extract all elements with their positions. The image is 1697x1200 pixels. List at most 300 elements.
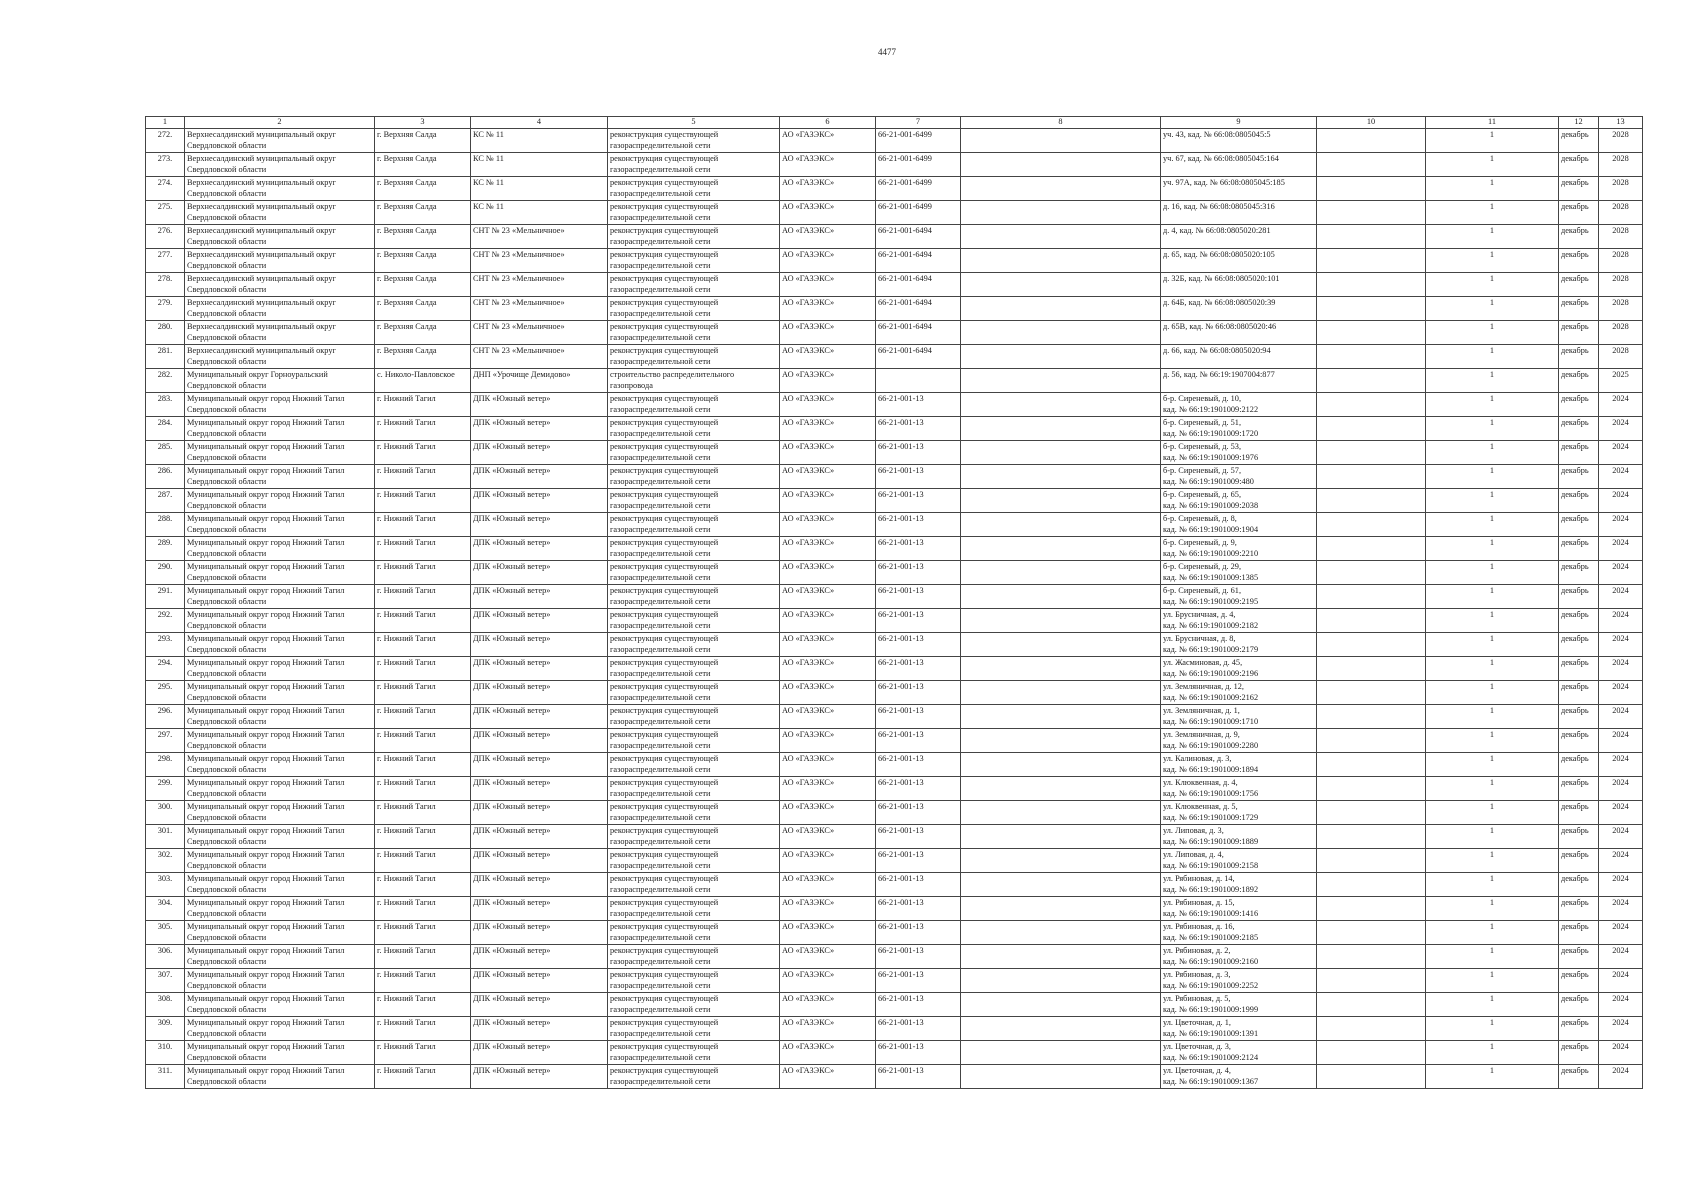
cell-line: газораспределительной сети — [610, 741, 711, 751]
cell-line: ул. Рябиновая, д. 2, — [1163, 946, 1231, 955]
cell-column-10 — [1317, 825, 1426, 849]
col-header: 10 — [1317, 117, 1426, 129]
cell-quantity: 1 — [1426, 1041, 1559, 1065]
cell-address-cadastral — [1161, 177, 1317, 201]
cell-address-cadastral — [1161, 777, 1317, 801]
cell-column-8 — [961, 993, 1161, 1017]
cell-locality: г. Нижний Тагил — [375, 969, 471, 993]
cell-month: декабрь — [1559, 777, 1599, 801]
cell-line: Муниципальный округ город Нижний Тагил — [187, 1066, 345, 1075]
cell-row-number: 272. — [146, 129, 185, 153]
cell-column-8 — [961, 729, 1161, 753]
cell-address-cadastral — [1161, 921, 1317, 945]
cell-line: Муниципальный округ город Нижний Тагил — [187, 730, 345, 739]
cell-locality: г. Нижний Тагил — [375, 993, 471, 1017]
cell-column-8 — [961, 705, 1161, 729]
cell-municipality — [185, 777, 375, 801]
cell-line: реконструкция существующей — [610, 802, 719, 811]
col-header: 12 — [1559, 117, 1599, 129]
table-row — [146, 609, 1643, 633]
cell-line: б-р. Сиреневый, д. 10, — [1163, 394, 1242, 403]
cell-line: газораспределительной сети — [610, 429, 711, 439]
cell-row-number: 289. — [146, 537, 185, 561]
cell-line: реконструкция существующей — [610, 730, 719, 739]
cell-line: кад. № 66:19:1901009:2122 — [1163, 405, 1259, 415]
cell-network-code: 66-21-001-13 — [876, 897, 961, 921]
cell-municipality — [185, 417, 375, 441]
cell-line: кад. № 66:19:1901009:1894 — [1163, 765, 1259, 775]
cell-work-type — [608, 681, 780, 705]
cell-line: Свердловской области — [187, 885, 267, 895]
cell-column-10 — [1317, 753, 1426, 777]
cell-column-10 — [1317, 729, 1426, 753]
table-row — [146, 657, 1643, 681]
cell-line: реконструкция существующей — [610, 346, 719, 355]
cell-month: декабрь — [1559, 825, 1599, 849]
table-row — [146, 249, 1643, 273]
cell-year: 2028 — [1599, 321, 1643, 345]
cell-quantity: 1 — [1426, 1017, 1559, 1041]
cell-line: кад. № 66:19:1901009:2124 — [1163, 1053, 1259, 1063]
cell-line: газораспределительной сети — [610, 861, 711, 871]
cell-network-code: 66-21-001-13 — [876, 681, 961, 705]
cell-line: Свердловской области — [187, 525, 267, 535]
cell-month: декабрь — [1559, 657, 1599, 681]
cell-line: строительство распределительного — [610, 370, 735, 379]
cell-line: газораспределительной сети — [610, 165, 711, 175]
cell-network-code: 66-21-001-13 — [876, 801, 961, 825]
cell-line: Верхнесалдинский муниципальный округ — [187, 322, 336, 331]
cell-line: Свердловской области — [187, 501, 267, 511]
cell-line: ул. Цветочная, д. 4, — [1163, 1066, 1231, 1075]
cell-year: 2024 — [1599, 489, 1643, 513]
cell-object-name: СНТ № 23 «Мельничное» — [471, 249, 608, 273]
cell-municipality — [185, 1065, 375, 1089]
cell-object-name: ДПК «Южный ветер» — [471, 969, 608, 993]
cell-object-name: КС № 11 — [471, 201, 608, 225]
cell-organization: АО «ГАЗЭКС» — [780, 153, 876, 177]
cell-month: декабрь — [1559, 153, 1599, 177]
cell-row-number: 281. — [146, 345, 185, 369]
table-row — [146, 561, 1643, 585]
cell-object-name: ДПК «Южный ветер» — [471, 681, 608, 705]
cell-year: 2024 — [1599, 513, 1643, 537]
cell-work-type — [608, 345, 780, 369]
cell-line: Муниципальный округ город Нижний Тагил — [187, 994, 345, 1003]
cell-column-10 — [1317, 489, 1426, 513]
cell-line: Свердловской области — [187, 597, 267, 607]
cell-locality: г. Верхняя Салда — [375, 153, 471, 177]
cell-line: Свердловской области — [187, 1077, 267, 1087]
cell-row-number: 279. — [146, 297, 185, 321]
cell-work-type — [608, 921, 780, 945]
cell-address-cadastral — [1161, 321, 1317, 345]
cell-network-code: 66-21-001-13 — [876, 705, 961, 729]
cell-line: газораспределительной сети — [610, 261, 711, 271]
cell-line: ул. Цветочная, д. 1, — [1163, 1018, 1231, 1027]
cell-row-number: 283. — [146, 393, 185, 417]
cell-column-10 — [1317, 417, 1426, 441]
cell-quantity: 1 — [1426, 993, 1559, 1017]
table-row — [146, 273, 1643, 297]
cell-line: Свердловской области — [187, 837, 267, 847]
cell-locality: г. Нижний Тагил — [375, 585, 471, 609]
cell-line: Свердловской области — [187, 357, 267, 367]
cell-work-type — [608, 1017, 780, 1041]
cell-municipality — [185, 537, 375, 561]
cell-line: Свердловской области — [187, 261, 267, 271]
cell-work-type — [608, 657, 780, 681]
cell-object-name: СНТ № 23 «Мельничное» — [471, 321, 608, 345]
cell-object-name: ДПК «Южный ветер» — [471, 393, 608, 417]
cell-line: кад. № 66:19:1901009:2195 — [1163, 597, 1259, 607]
cell-locality: г. Нижний Тагил — [375, 657, 471, 681]
cell-locality: г. Нижний Тагил — [375, 561, 471, 585]
cell-line: кад. № 66:19:1901009:2280 — [1163, 741, 1259, 751]
cell-work-type — [608, 1065, 780, 1089]
cell-object-name: ДПК «Южный ветер» — [471, 849, 608, 873]
cell-line: Свердловской области — [187, 1029, 267, 1039]
cell-line: газораспределительной сети — [610, 933, 711, 943]
cell-column-8 — [961, 681, 1161, 705]
cell-line: газораспределительной сети — [610, 285, 711, 295]
cell-object-name: ДПК «Южный ветер» — [471, 465, 608, 489]
col-header: 11 — [1426, 117, 1559, 129]
cell-line: Муниципальный округ город Нижний Тагил — [187, 610, 345, 619]
cell-line: ул. Калиновая, д. 3, — [1163, 754, 1232, 763]
table-row — [146, 297, 1643, 321]
cell-year: 2024 — [1599, 945, 1643, 969]
cell-quantity: 1 — [1426, 969, 1559, 993]
cell-organization: АО «ГАЗЭКС» — [780, 657, 876, 681]
cell-organization: АО «ГАЗЭКС» — [780, 1041, 876, 1065]
cell-row-number: 304. — [146, 897, 185, 921]
cell-quantity: 1 — [1426, 153, 1559, 177]
cell-line: Свердловской области — [187, 717, 267, 727]
cell-locality: г. Нижний Тагил — [375, 609, 471, 633]
cell-locality: г. Нижний Тагил — [375, 705, 471, 729]
cell-address-cadastral — [1161, 969, 1317, 993]
cell-quantity: 1 — [1426, 1065, 1559, 1089]
cell-column-8 — [961, 777, 1161, 801]
cell-year: 2024 — [1599, 777, 1643, 801]
cell-quantity: 1 — [1426, 201, 1559, 225]
col-header: 6 — [780, 117, 876, 129]
cell-line: кад. № 66:19:1901009:2185 — [1163, 933, 1259, 943]
cell-object-name: ДПК «Южный ветер» — [471, 633, 608, 657]
cell-column-8 — [961, 849, 1161, 873]
cell-line: ул. Клюквенная, д. 5, — [1163, 802, 1238, 811]
table-row — [146, 1041, 1643, 1065]
cell-line: газораспределительной сети — [610, 1077, 711, 1087]
cell-network-code: 66-21-001-13 — [876, 969, 961, 993]
cell-column-8 — [961, 825, 1161, 849]
cell-month: декабрь — [1559, 705, 1599, 729]
cell-line: газораспределительной сети — [610, 621, 711, 631]
cell-column-10 — [1317, 345, 1426, 369]
cell-organization: АО «ГАЗЭКС» — [780, 537, 876, 561]
cell-line: Муниципальный округ город Нижний Тагил — [187, 514, 345, 523]
cell-municipality — [185, 585, 375, 609]
cell-line: кад. № 66:19:1901009:1710 — [1163, 717, 1259, 727]
cell-line: реконструкция существующей — [610, 946, 719, 955]
cell-work-type — [608, 465, 780, 489]
cell-address-cadastral — [1161, 609, 1317, 633]
cell-row-number: 274. — [146, 177, 185, 201]
cell-municipality — [185, 321, 375, 345]
cell-work-type — [608, 489, 780, 513]
cell-network-code: 66-21-001-13 — [876, 537, 961, 561]
cell-line: газораспределительной сети — [610, 357, 711, 367]
cell-line: реконструкция существующей — [610, 922, 719, 931]
cell-network-code: 66-21-001-13 — [876, 1017, 961, 1041]
cell-quantity: 1 — [1426, 393, 1559, 417]
cell-year: 2024 — [1599, 1041, 1643, 1065]
cell-organization: АО «ГАЗЭКС» — [780, 489, 876, 513]
cell-organization: АО «ГАЗЭКС» — [780, 273, 876, 297]
cell-organization: АО «ГАЗЭКС» — [780, 849, 876, 873]
cell-municipality — [185, 897, 375, 921]
cell-quantity: 1 — [1426, 585, 1559, 609]
cell-row-number: 280. — [146, 321, 185, 345]
cell-row-number: 308. — [146, 993, 185, 1017]
cell-address-cadastral — [1161, 297, 1317, 321]
cell-address-cadastral — [1161, 897, 1317, 921]
cell-quantity: 1 — [1426, 777, 1559, 801]
cell-network-code: 66-21-001-13 — [876, 489, 961, 513]
cell-row-number: 284. — [146, 417, 185, 441]
cell-row-number: 288. — [146, 513, 185, 537]
cell-year: 2024 — [1599, 921, 1643, 945]
cell-work-type — [608, 969, 780, 993]
cell-work-type — [608, 729, 780, 753]
cell-column-8 — [961, 1065, 1161, 1089]
cell-line: кад. № 66:19:1901009:1976 — [1163, 453, 1259, 463]
cell-month: декабрь — [1559, 177, 1599, 201]
cell-locality: г. Верхняя Салда — [375, 177, 471, 201]
cell-object-name: ДПК «Южный ветер» — [471, 657, 608, 681]
table-row — [146, 681, 1643, 705]
cell-line: Муниципальный округ город Нижний Тагил — [187, 490, 345, 499]
cell-address-cadastral — [1161, 369, 1317, 393]
cell-column-8 — [961, 945, 1161, 969]
cell-quantity: 1 — [1426, 681, 1559, 705]
cell-line: Свердловской области — [187, 189, 267, 199]
cell-line: газораспределительной сети — [610, 813, 711, 823]
cell-municipality — [185, 993, 375, 1017]
cell-line: реконструкция существующей — [610, 250, 719, 259]
cell-column-10 — [1317, 129, 1426, 153]
cell-quantity: 1 — [1426, 345, 1559, 369]
cell-row-number: 296. — [146, 705, 185, 729]
cell-locality: г. Нижний Тагил — [375, 393, 471, 417]
cell-column-8 — [961, 273, 1161, 297]
cell-column-8 — [961, 249, 1161, 273]
cell-quantity: 1 — [1426, 633, 1559, 657]
cell-municipality — [185, 729, 375, 753]
cell-work-type — [608, 441, 780, 465]
cell-work-type — [608, 129, 780, 153]
cell-month: декабрь — [1559, 201, 1599, 225]
cell-work-type — [608, 897, 780, 921]
cell-column-10 — [1317, 441, 1426, 465]
cell-year: 2024 — [1599, 993, 1643, 1017]
table-row — [146, 825, 1643, 849]
cell-line: ул. Липовая, д. 4, — [1163, 850, 1224, 859]
cell-object-name: ДПК «Южный ветер» — [471, 777, 608, 801]
cell-line: газораспределительной сети — [610, 141, 711, 151]
cell-address-cadastral — [1161, 873, 1317, 897]
cell-work-type — [608, 513, 780, 537]
cell-line: газораспределительной сети — [610, 669, 711, 679]
cell-column-8 — [961, 465, 1161, 489]
cell-line: ул. Липовая, д. 3, — [1163, 826, 1224, 835]
cell-line: газораспределительной сети — [610, 909, 711, 919]
cell-line: реконструкция существующей — [610, 178, 719, 187]
cell-quantity: 1 — [1426, 225, 1559, 249]
cell-line: реконструкция существующей — [610, 322, 719, 331]
cell-column-10 — [1317, 177, 1426, 201]
cell-object-name: ДНП «Урочище Демидово» — [471, 369, 608, 393]
cell-year: 2028 — [1599, 129, 1643, 153]
cell-column-10 — [1317, 801, 1426, 825]
cell-month: декабрь — [1559, 873, 1599, 897]
cell-object-name: ДПК «Южный ветер» — [471, 729, 608, 753]
cell-line: Свердловской области — [187, 645, 267, 655]
cell-network-code: 66-21-001-6499 — [876, 201, 961, 225]
cell-line: д. 32Б, кад. № 66:08:0805020:101 — [1163, 274, 1280, 283]
cell-line: газораспределительной сети — [610, 645, 711, 655]
cell-column-10 — [1317, 153, 1426, 177]
cell-network-code: 66-21-001-13 — [876, 921, 961, 945]
cell-line: реконструкция существующей — [610, 466, 719, 475]
cell-network-code: 66-21-001-13 — [876, 873, 961, 897]
cell-line: Свердловской области — [187, 621, 267, 631]
cell-address-cadastral — [1161, 801, 1317, 825]
cell-line: кад. № 66:19:1901009:2182 — [1163, 621, 1259, 631]
cell-month: декабрь — [1559, 321, 1599, 345]
cell-municipality — [185, 681, 375, 705]
cell-line: реконструкция существующей — [610, 202, 719, 211]
cell-line: д. 65В, кад. № 66:08:0805020:46 — [1163, 322, 1277, 331]
cell-month: декабрь — [1559, 921, 1599, 945]
cell-network-code: 66-21-001-6494 — [876, 345, 961, 369]
cell-line: ул. Земляничная, д. 9, — [1163, 730, 1240, 739]
cell-municipality — [185, 753, 375, 777]
cell-organization: АО «ГАЗЭКС» — [780, 921, 876, 945]
cell-work-type — [608, 417, 780, 441]
cell-column-8 — [961, 297, 1161, 321]
cell-month: декабрь — [1559, 129, 1599, 153]
cell-column-10 — [1317, 945, 1426, 969]
cell-line: газораспределительной сети — [610, 981, 711, 991]
cell-column-10 — [1317, 873, 1426, 897]
cell-address-cadastral — [1161, 129, 1317, 153]
cell-line: Верхнесалдинский муниципальный округ — [187, 226, 336, 235]
table-row — [146, 129, 1643, 153]
cell-column-10 — [1317, 681, 1426, 705]
cell-line: Муниципальный округ город Нижний Тагил — [187, 466, 345, 475]
cell-municipality — [185, 849, 375, 873]
table-row — [146, 201, 1643, 225]
cell-line: Свердловской области — [187, 573, 267, 583]
cell-line: д. 16, кад. № 66:08:0805045:316 — [1163, 202, 1275, 211]
cell-line: Муниципальный округ город Нижний Тагил — [187, 778, 345, 787]
cell-line: кад. № 66:19:1901009:1999 — [1163, 1005, 1259, 1015]
cell-object-name: КС № 11 — [471, 129, 608, 153]
cell-line: Свердловской области — [187, 813, 267, 823]
cell-quantity: 1 — [1426, 825, 1559, 849]
cell-line: Муниципальный округ Горноуральский — [187, 370, 328, 379]
cell-line: б-р. Сиреневый, д. 53, — [1163, 442, 1242, 451]
cell-address-cadastral — [1161, 1017, 1317, 1041]
cell-line: Свердловской области — [187, 909, 267, 919]
cell-address-cadastral — [1161, 945, 1317, 969]
cell-year: 2024 — [1599, 657, 1643, 681]
table-row — [146, 801, 1643, 825]
cell-line: газораспределительной сети — [610, 717, 711, 727]
table-row — [146, 537, 1643, 561]
cell-object-name: СНТ № 23 «Мельничное» — [471, 273, 608, 297]
cell-row-number: 306. — [146, 945, 185, 969]
cell-network-code: 66-21-001-13 — [876, 393, 961, 417]
cell-quantity: 1 — [1426, 513, 1559, 537]
cell-line: реконструкция существующей — [610, 970, 719, 979]
cell-row-number: 302. — [146, 849, 185, 873]
cell-line: реконструкция существующей — [610, 610, 719, 619]
cell-line: кад. № 66:19:1901009:2179 — [1163, 645, 1259, 655]
cell-year: 2024 — [1599, 705, 1643, 729]
cell-line: Муниципальный округ город Нижний Тагил — [187, 586, 345, 595]
cell-month: декабрь — [1559, 561, 1599, 585]
cell-object-name: ДПК «Южный ветер» — [471, 537, 608, 561]
cell-line: реконструкция существующей — [610, 226, 719, 235]
cell-month: декабрь — [1559, 1065, 1599, 1089]
cell-municipality — [185, 609, 375, 633]
cell-object-name: ДПК «Южный ветер» — [471, 825, 608, 849]
cell-line: ул. Брусничная, д. 4, — [1163, 610, 1236, 619]
table-row — [146, 441, 1643, 465]
cell-address-cadastral — [1161, 705, 1317, 729]
cell-year: 2024 — [1599, 729, 1643, 753]
cell-line: Свердловской области — [187, 933, 267, 943]
cell-network-code: 66-21-001-6494 — [876, 225, 961, 249]
cell-line: Свердловской области — [187, 141, 267, 151]
cell-line: реконструкция существующей — [610, 538, 719, 547]
cell-column-10 — [1317, 705, 1426, 729]
cell-organization: АО «ГАЗЭКС» — [780, 561, 876, 585]
cell-municipality — [185, 393, 375, 417]
cell-line: реконструкция существующей — [610, 442, 719, 451]
table-row — [146, 585, 1643, 609]
cell-year: 2024 — [1599, 393, 1643, 417]
cell-line: реконструкция существующей — [610, 586, 719, 595]
cell-work-type — [608, 297, 780, 321]
cell-organization: АО «ГАЗЭКС» — [780, 945, 876, 969]
cell-month: декабрь — [1559, 297, 1599, 321]
cell-locality: г. Нижний Тагил — [375, 921, 471, 945]
cell-column-10 — [1317, 993, 1426, 1017]
cell-column-10 — [1317, 609, 1426, 633]
cell-column-10 — [1317, 393, 1426, 417]
cell-locality: г. Нижний Тагил — [375, 801, 471, 825]
cell-organization: АО «ГАЗЭКС» — [780, 1017, 876, 1041]
cell-network-code: 66-21-001-13 — [876, 753, 961, 777]
cell-line: газораспределительной сети — [610, 1029, 711, 1039]
cell-work-type — [608, 777, 780, 801]
cell-line: кад. № 66:19:1901009:1367 — [1163, 1077, 1259, 1087]
cell-locality: г. Нижний Тагил — [375, 753, 471, 777]
